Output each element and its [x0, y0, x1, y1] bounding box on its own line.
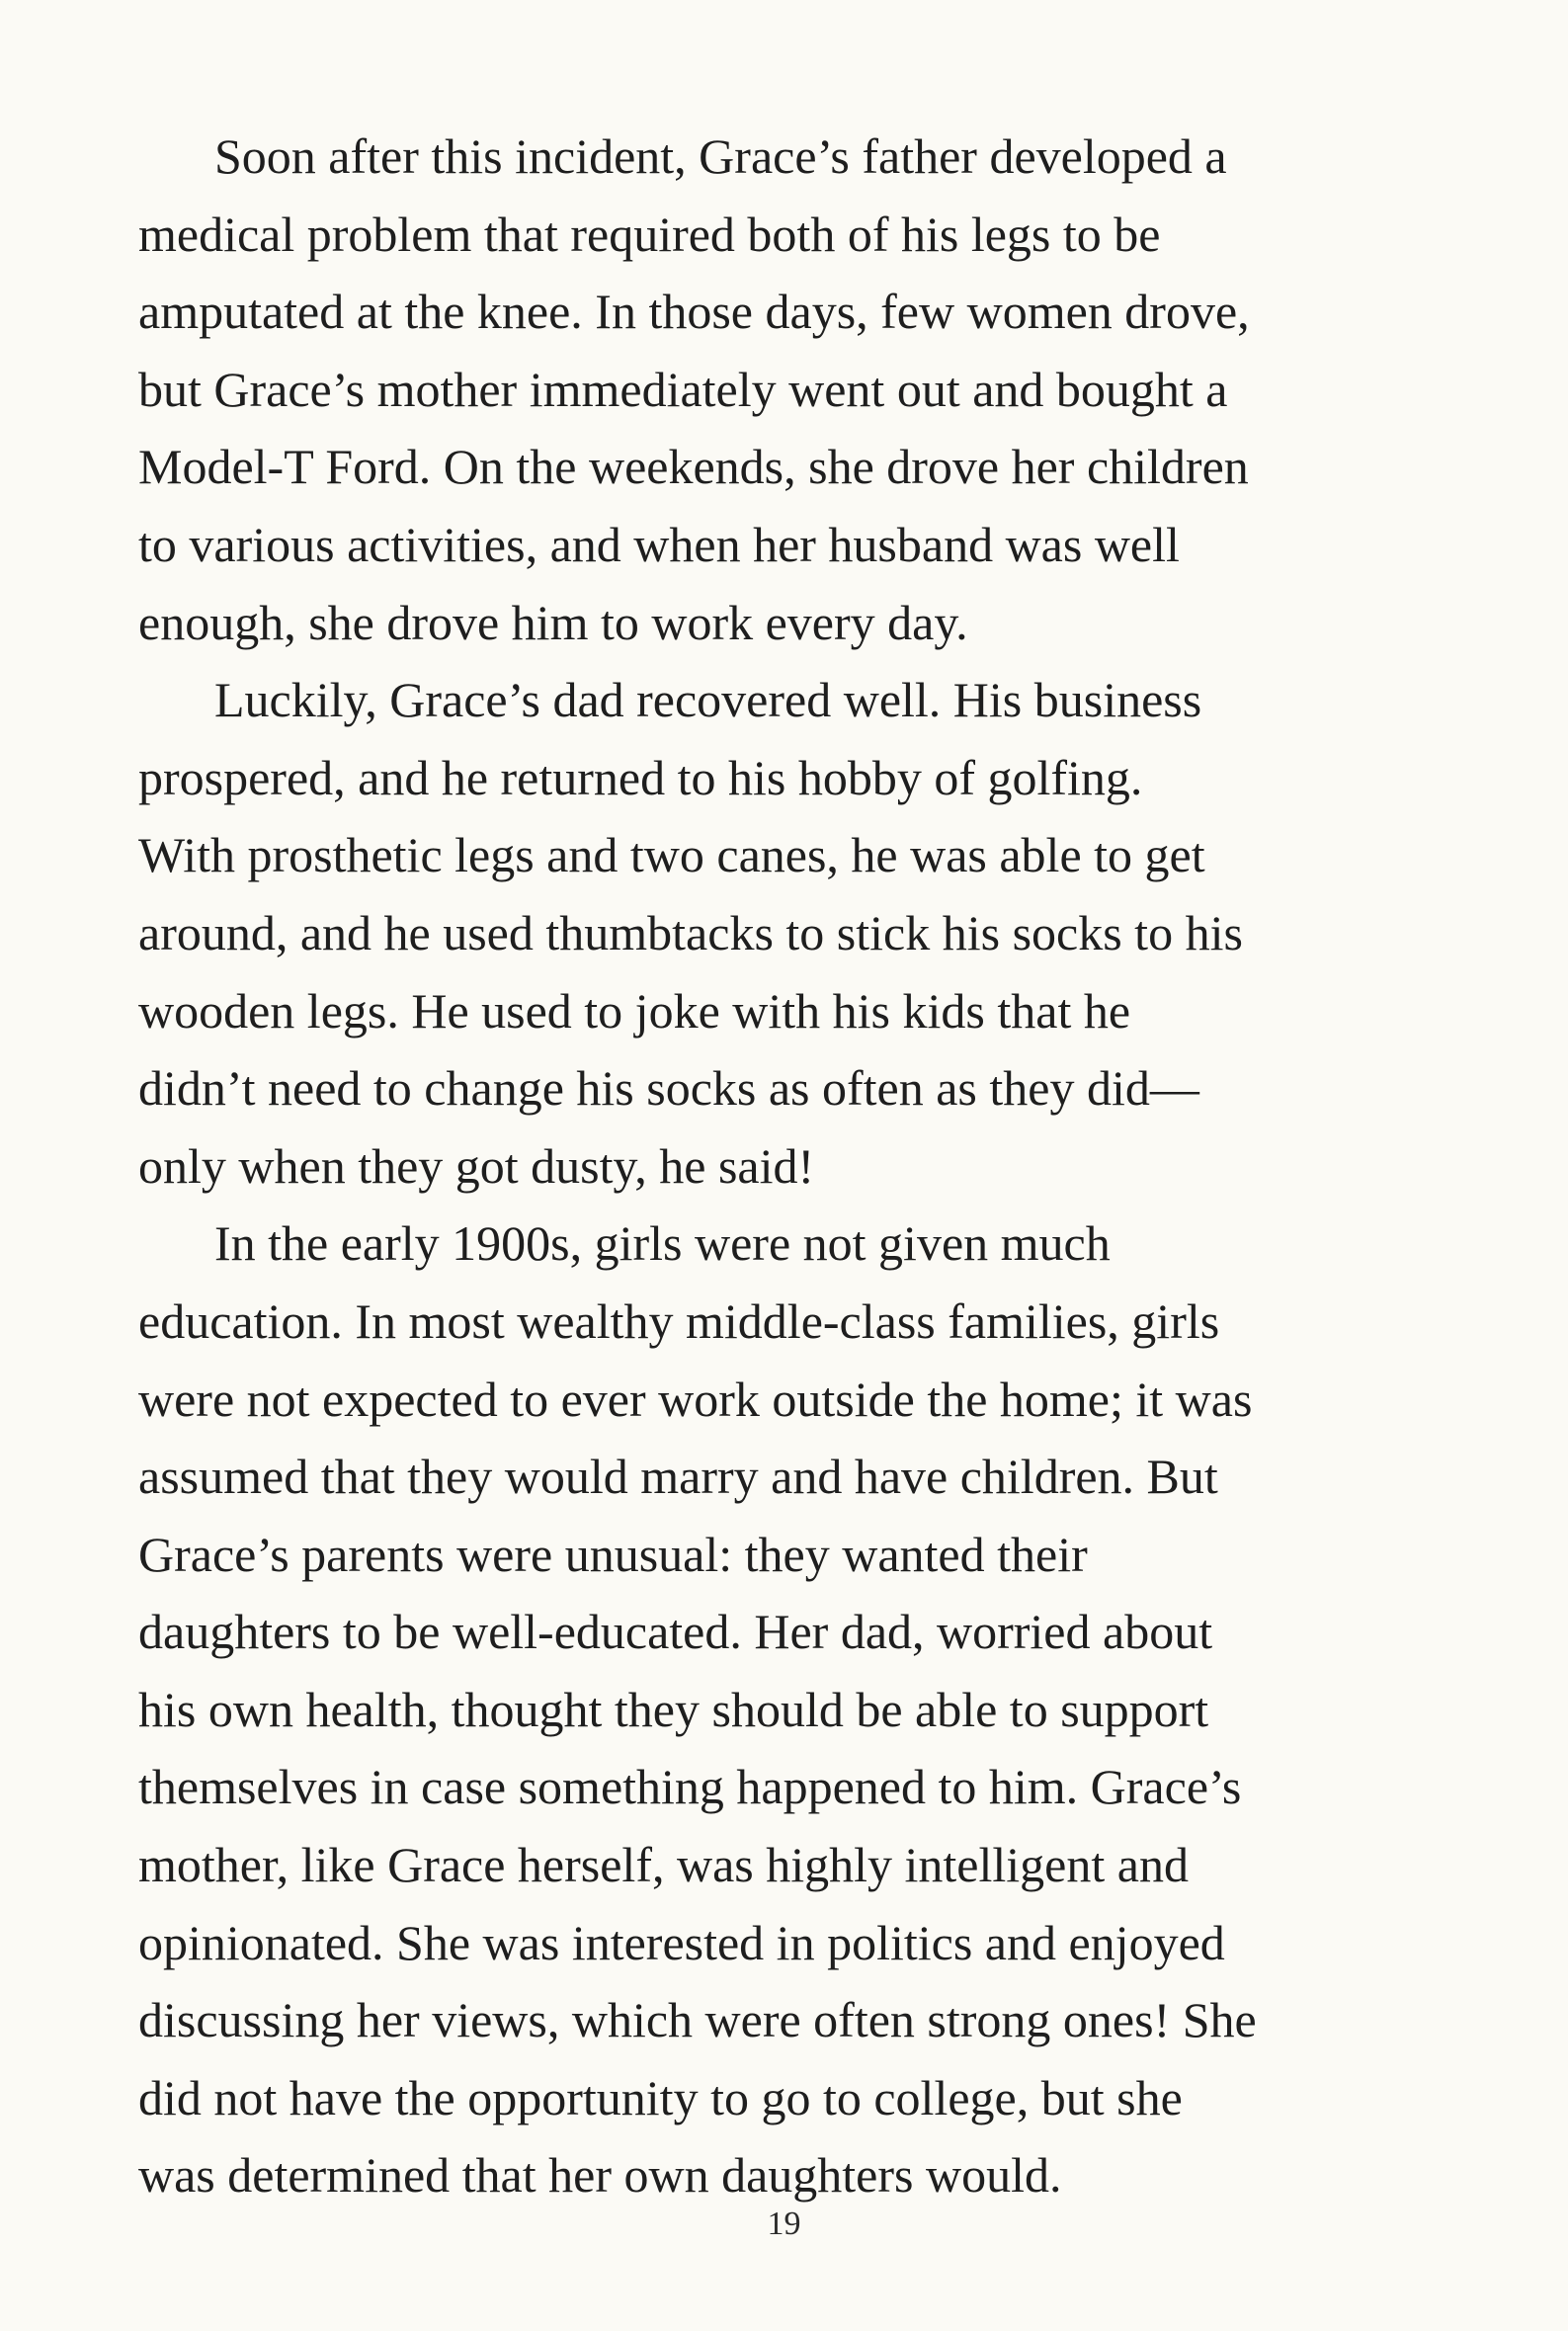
text-line: mother, like Grace herself, was highly intelligent and — [138, 1837, 1189, 1893]
text-line: With prosthetic legs and two canes, he was able to get — [138, 827, 1205, 883]
paragraph-3 — [138, 1205, 1452, 2214]
text-line: prospered, and he returned to his hobby of golfing. — [138, 749, 1143, 805]
text-line: did not have the opportunity to go to college, but she — [138, 2069, 1183, 2125]
text-line: assumed that they would marry and have children. But — [138, 1449, 1218, 1505]
text-line: Luckily, Grace’s dad recovered well. His business — [214, 672, 1202, 728]
text-line: discussing her views, which were often strong ones! She — [138, 1992, 1257, 2048]
text-line: themselves in case something happened to him. Grace’s — [138, 1759, 1242, 1815]
text-line: medical problem that required both of his legs to be — [138, 206, 1161, 262]
paragraph-2 — [138, 661, 1452, 1205]
text-line: around, and he used thumbtacks to stick his socks to his — [138, 904, 1243, 960]
text-line: enough, she drove him to work every day. — [138, 594, 968, 650]
text-line: education. In most wealthy middle-class families, girls — [138, 1292, 1220, 1349]
text-line: but Grace’s mother immediately went out and bought a — [138, 361, 1228, 417]
text-line: opinionated. She was interested in politics and enjoyed — [138, 1914, 1225, 1970]
text-line: was determined that her own daughters would. — [138, 2147, 1062, 2204]
text-line: Soon after this incident, Grace’s father developed a — [214, 128, 1227, 184]
text-line: daughters to be well-educated. Her dad, worried about — [138, 1604, 1213, 1660]
text-line: were not expected to ever work outside the home; it was — [138, 1371, 1253, 1427]
text-line: didn’t need to change his socks as often as they did— — [138, 1060, 1199, 1117]
text-line: wooden legs. He used to joke with his kids that he — [138, 982, 1131, 1039]
body-text — [138, 118, 1452, 2214]
text-line: his own health, thought they should be able to support — [138, 1681, 1209, 1737]
page-number: 19 — [767, 2206, 801, 2242]
text-line: to various activities, and when her husband was well — [138, 516, 1180, 572]
paragraph-1 — [138, 118, 1452, 661]
text-line: Grace’s parents were unusual: they wanted their — [138, 1526, 1088, 1582]
text-line: In the early 1900s, girls were not given much — [214, 1215, 1111, 1272]
text-line: only when they got dusty, he said! — [138, 1137, 815, 1194]
text-line: Model-T Ford. On the weekends, she drove her children — [138, 439, 1249, 495]
text-line: amputated at the knee. In those days, few women drove, — [138, 284, 1250, 340]
